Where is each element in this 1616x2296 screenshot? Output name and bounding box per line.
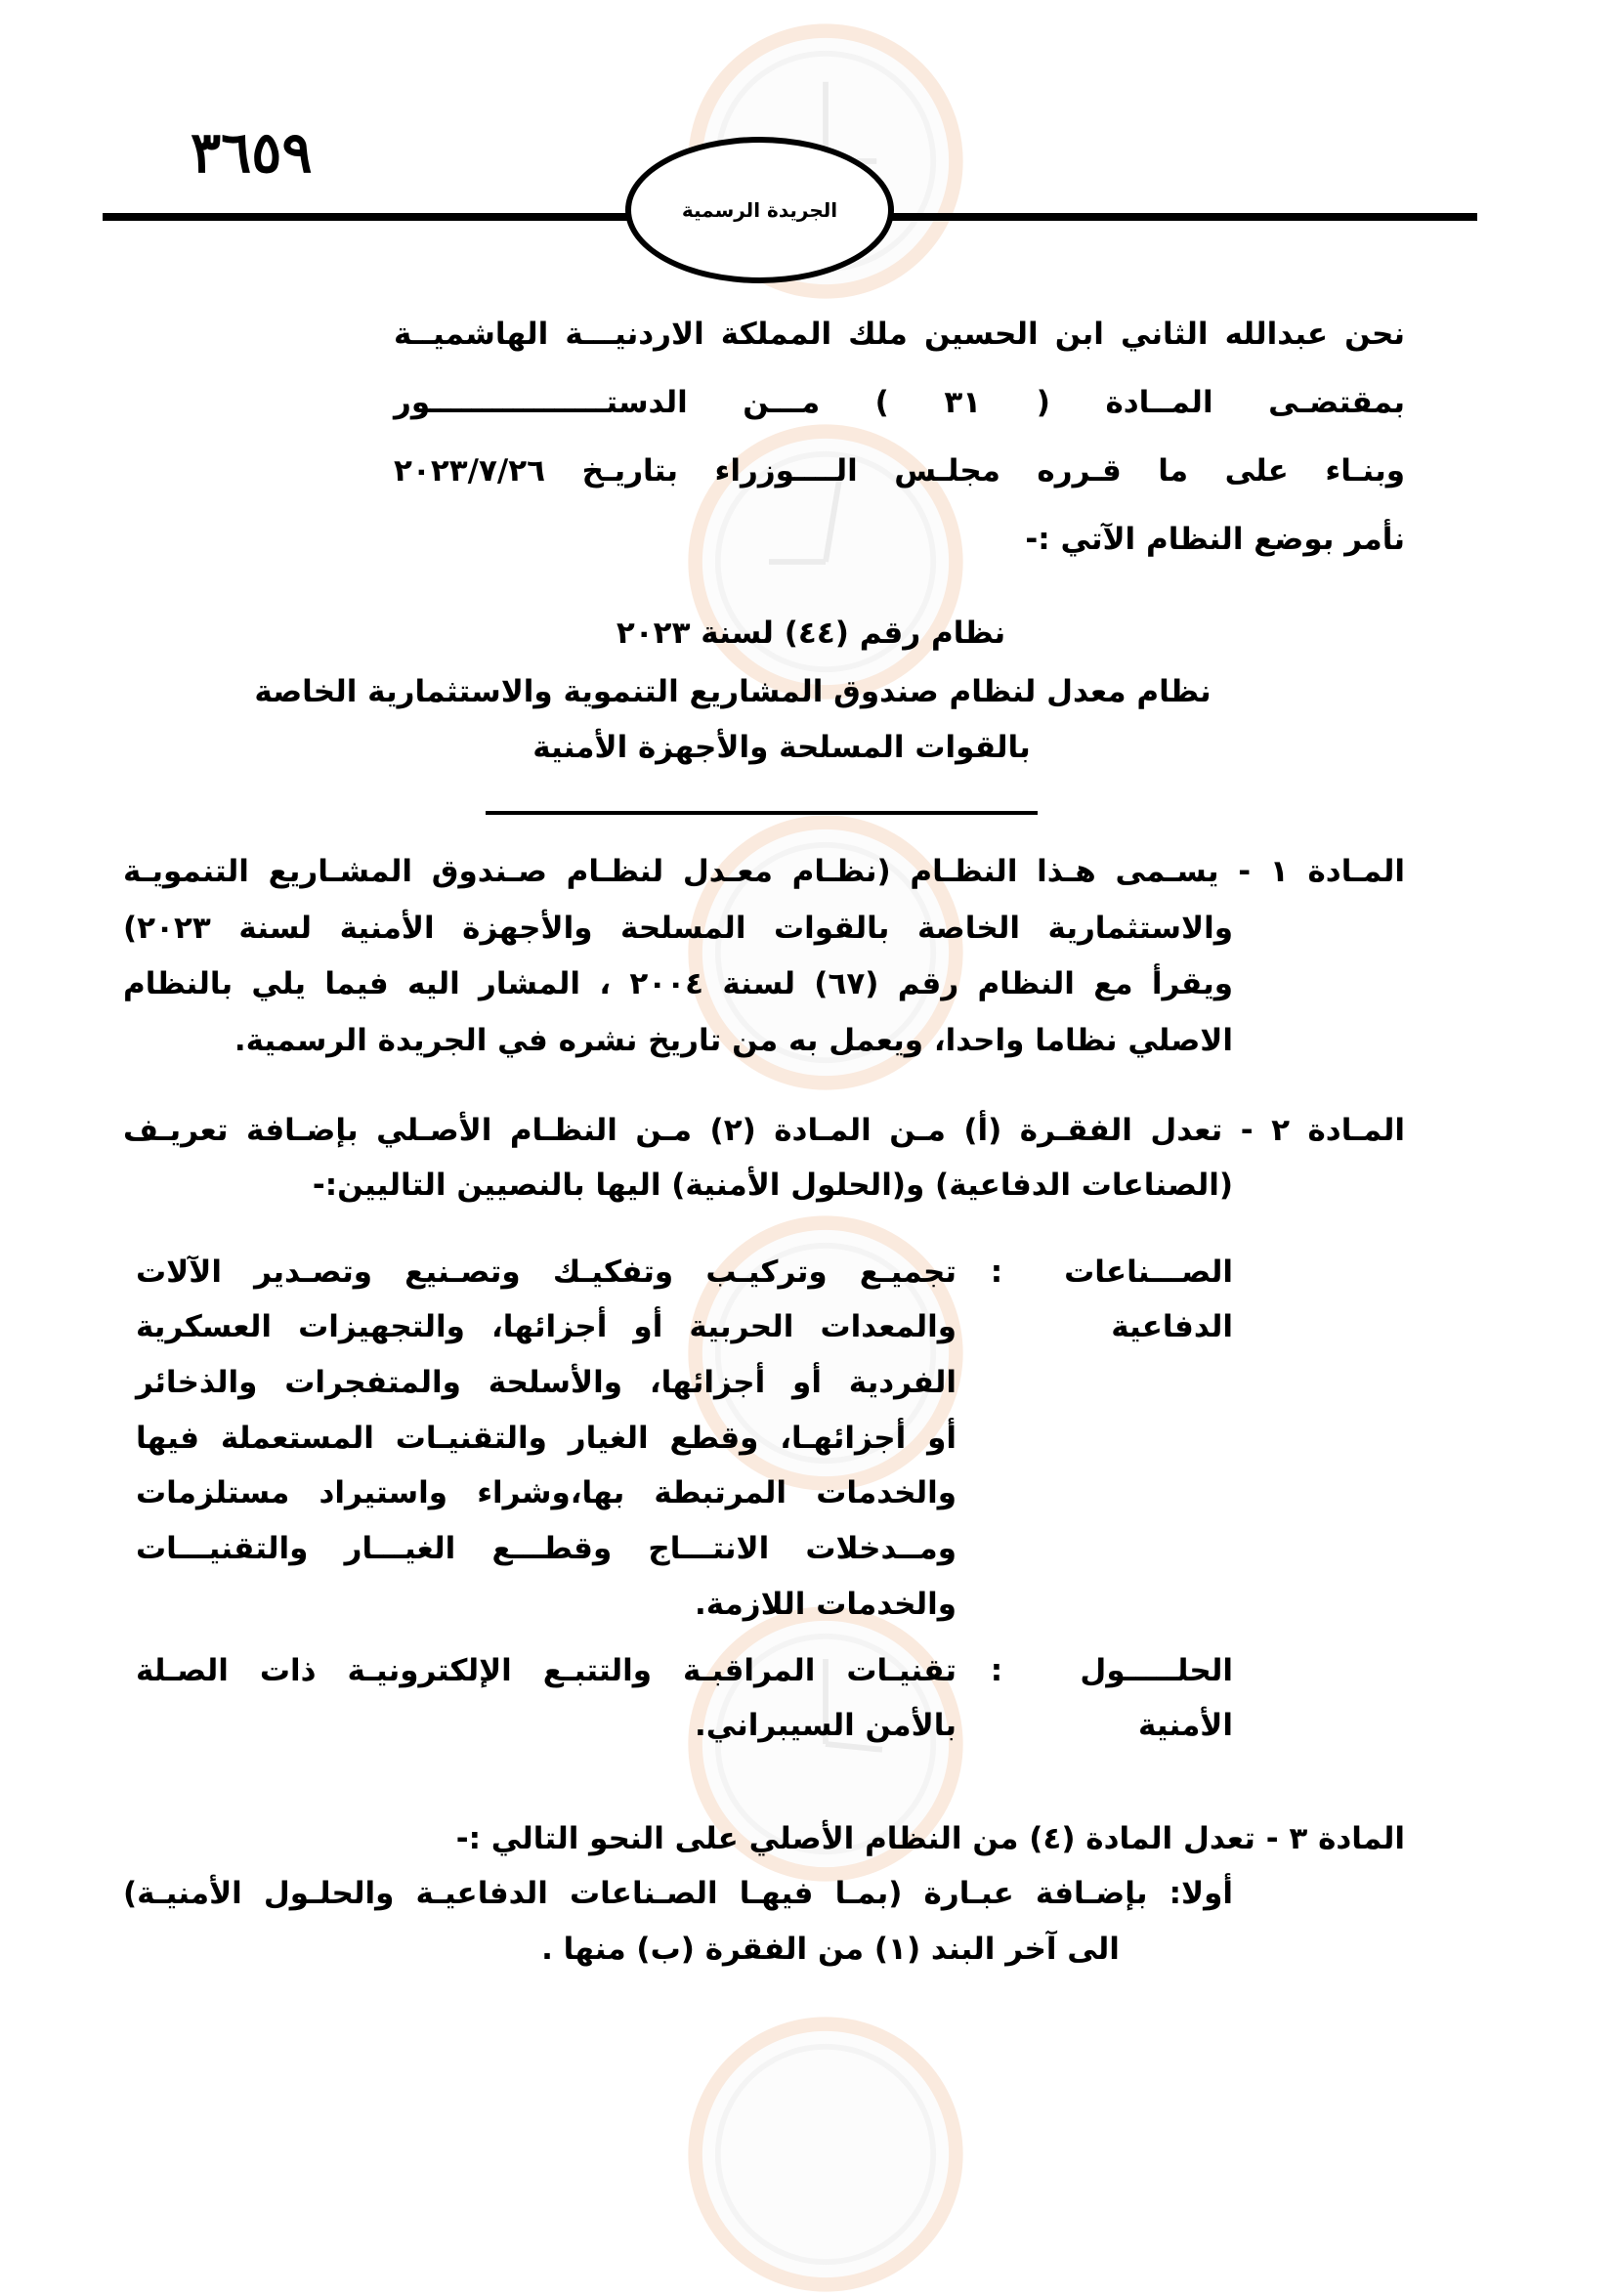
definition-term: الأمنية (1137, 1708, 1233, 1743)
title-rule (486, 811, 1038, 815)
article-1-line: ويقرأ مع النظام رقم (٦٧) لسنة ٢٠٠٤ ، المشار اليه فيما يلي بالنظام (123, 966, 1233, 1001)
definition-term: الدفاعية (1111, 1309, 1233, 1344)
regulation-title: بالقوات المسلحة والأجهزة الأمنية (532, 730, 1031, 765)
gazette-oval (625, 137, 894, 283)
definition-term: الحلـــــول (1080, 1653, 1233, 1688)
article-2-line: المـادة ٢ - تعدل الفقـرة (أ) مـن المـادة (٢) مـن النظـام الأصـلي بإضـافة تعريـف (123, 1113, 1405, 1148)
definition-line: الفردية أو أجزائها، والأسلحة والمتفجرات والذخائر (136, 1365, 957, 1400)
regulation-title: نظام معدل لنظام صندوق المشاريع التنموية والاستثمارية الخاصة (254, 674, 1212, 709)
article-3-line: الى آخر البند (١) من الفقرة (ب) منها . (541, 1932, 1120, 1967)
preamble-line: بمقتضـى المــادة ( ٣١ ) مـــن الدستـــــــــــــــــور (394, 385, 1405, 420)
definition-separator: : (990, 1254, 1003, 1290)
definition-line: والمعدات الحربية أو أجزائها، والتجهيزات العسكرية (136, 1309, 957, 1344)
article-2-line: (الصناعات الدفاعية) و(الحلول الأمنية) اليها بالنصيين التاليين:- (312, 1168, 1233, 1203)
gazette-label: الجريدة الرسمية (681, 198, 838, 222)
article-1-line: والاستثمارية الخاصة بالقوات المسلحة والأجهزة الأمنية لسنة ٢٠٢٣) (123, 911, 1233, 946)
definition-line: والخدمات اللازمة. (695, 1587, 957, 1622)
definition-line: والخدمات المرتبطة بها،وشراء واستيراد مستلزمات (136, 1475, 957, 1510)
definition-line: تجميـع وتركيـب وتفكيـك وتصـنيع وتصـدير الآلات (136, 1254, 957, 1290)
preamble-line: وبنـاء على ما قـرره مجلـس الــــوزراء بتاريـخ ٢٠٢٣/٧/٢٦ (394, 453, 1405, 489)
definition-line: تقنيـات المراقبـة والتتبـع الإلكترونيـة ذات الصـلة (136, 1653, 957, 1688)
definition-term: الصـــناعات (1064, 1254, 1233, 1290)
article-3-line: المادة ٣ - تعدل المادة (٤) من النظام الأصلي على النحو التالي :- (455, 1821, 1405, 1856)
definition-line: أو أجزائهـا، وقطع الغيار والتقنيـات المستعملة فيها (136, 1421, 957, 1456)
page-number: ٣٦٥٩ (191, 119, 313, 186)
regulation-number: نظام رقم (٤٤) لسنة ٢٠٢٣ (616, 616, 1006, 651)
article-3-line: أولا: بإضـافة عبـارة (بمـا فيهـا الصـناعات الدفاعيـة والحلـول الأمنيـة) (123, 1876, 1233, 1911)
preamble-line: نأمر بوضع النظام الآتي :- (1025, 522, 1405, 557)
article-1-line: المـادة ١ - يسـمى هـذا النظـام (نظـام معـدل لنظـام صـندوق المشـاريع التنمويـة (123, 854, 1405, 889)
definition-separator: : (990, 1653, 1003, 1688)
preamble-line: نحن عبدالله الثاني ابن الحسين ملك المملكة الاردنيـــة الهاشميــة (394, 317, 1405, 352)
definition-line: ومــدخلات الانتـــاج وقطـــع الغيـــار والتقنيـــات (136, 1531, 957, 1566)
clock-watermark-icon (684, 2013, 967, 2296)
article-1-line: الاصلي نظاما واحدا، ويعمل به من تاريخ نشره في الجريدة الرسمية. (234, 1023, 1233, 1058)
definition-line: بالأمن السيبراني. (694, 1708, 957, 1743)
